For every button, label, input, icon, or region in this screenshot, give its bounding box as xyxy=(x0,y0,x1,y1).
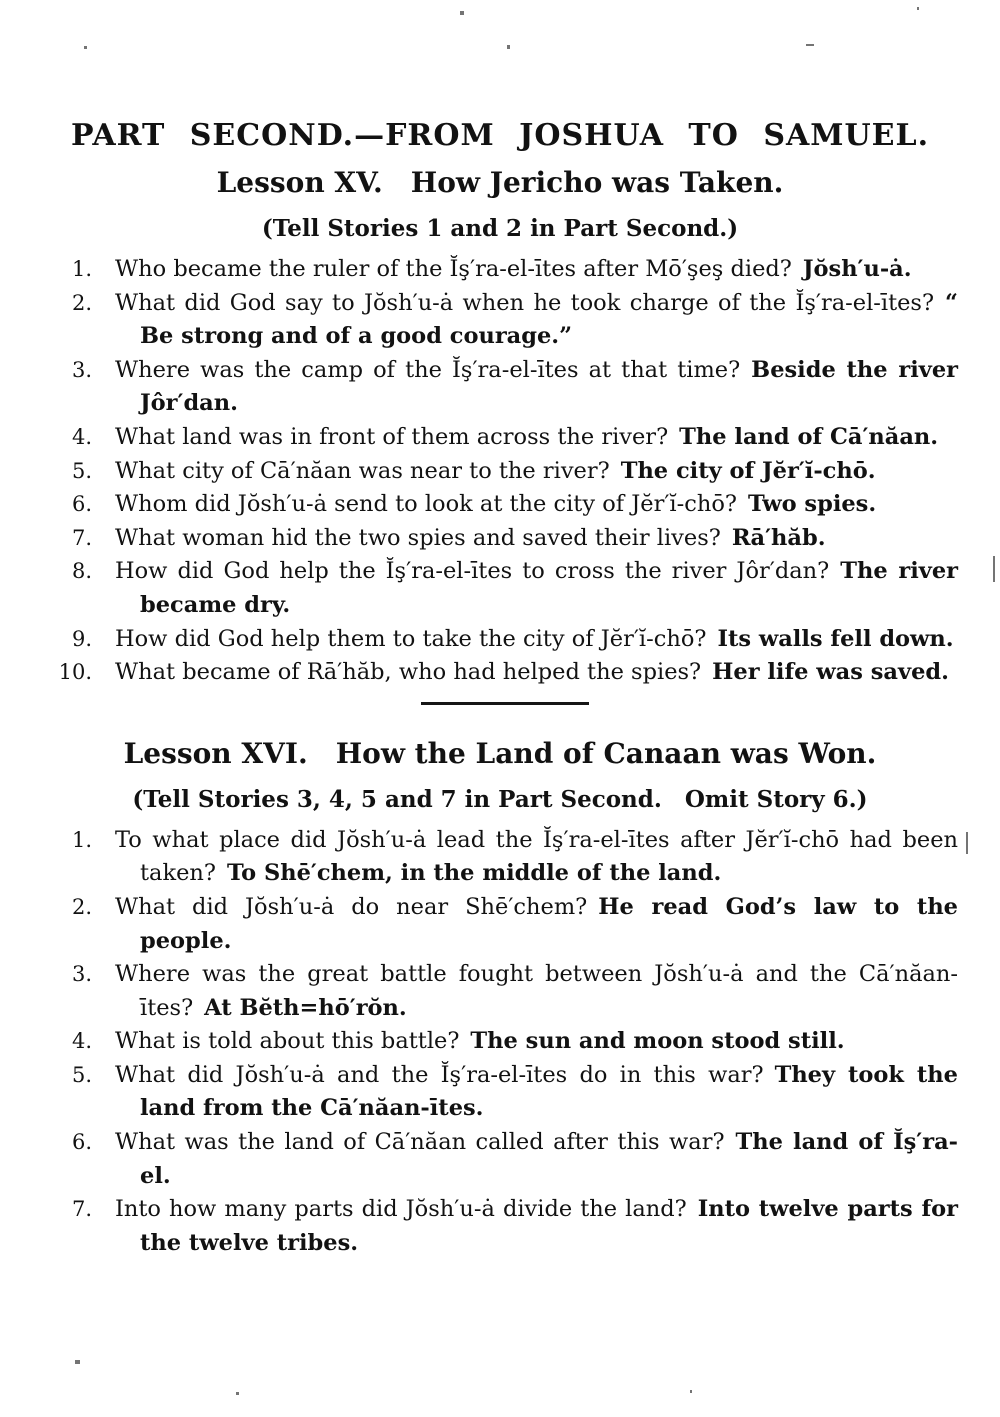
question-text: What city of Cā′năan was near to the river? xyxy=(115,457,610,484)
qa-item xyxy=(52,623,958,657)
qa-item xyxy=(52,958,958,1025)
question-text: What land was in front of them across the river? xyxy=(115,423,669,450)
lesson-xv-heading xyxy=(0,166,1000,200)
question-number: 1. xyxy=(71,257,92,281)
question-number: 3. xyxy=(71,357,92,382)
answer-text: Into twelve parts for the twelve tribes. xyxy=(140,1196,958,1256)
question-number: 2. xyxy=(71,894,92,919)
qa-item xyxy=(52,354,958,421)
qa-item xyxy=(52,488,958,522)
answer-text: The land of Cā′năan. xyxy=(679,423,939,450)
qa-item xyxy=(52,555,958,622)
answer-text: He read God’s law to the people. xyxy=(140,893,958,954)
question-number: 7. xyxy=(71,525,92,550)
scan-speck xyxy=(917,7,919,10)
scan-speck xyxy=(507,45,510,49)
question-text: Whom did Jŏsh′u-ȧ send to look at the city of Jĕr′ĭ-chō? xyxy=(115,491,737,518)
question-number: 6. xyxy=(71,492,92,517)
qa-item xyxy=(52,287,958,354)
scan-speck xyxy=(236,1392,239,1395)
question-number: 6. xyxy=(71,1130,92,1155)
question-text: How did God help the Ĭş′ra-el-ītes to cross the river Jôr′dan? xyxy=(115,558,830,585)
qa-item xyxy=(52,421,958,455)
question-text: Who became the ruler of the Ĭş′ra-el-ītes after Mō′şeş died? xyxy=(115,256,792,282)
lesson-xvi-label: Lesson XVI. xyxy=(123,736,308,770)
lesson-xv-question-list xyxy=(52,253,958,690)
question-text: Into how many parts did Jŏsh′u-ȧ divide the land? xyxy=(115,1196,687,1223)
answer-text: Its walls fell down. xyxy=(717,625,954,652)
question-number: 5. xyxy=(71,458,92,483)
answer-text: Beside the river Jôr′dan. xyxy=(140,356,958,417)
question-number: 4. xyxy=(71,1029,92,1054)
qa-item xyxy=(52,1193,958,1260)
question-text: What was the land of Cā′năan called after this war? xyxy=(115,1129,725,1156)
question-number: 7. xyxy=(71,1197,92,1222)
lesson-xvi-note: (Tell Stories 3, 4, 5 and 7 in Part Second. Omit Story 6.) xyxy=(132,785,868,813)
qa-item xyxy=(52,1059,958,1126)
question-text: What woman hid the two spies and saved their lives? xyxy=(115,524,721,551)
scan-speck xyxy=(460,11,464,15)
question-number: 2. xyxy=(71,290,92,315)
part-title: PART SECOND.—FROM JOSHUA TO SAMUEL. xyxy=(70,118,930,153)
question-number: 1. xyxy=(71,827,92,852)
scan-speck xyxy=(84,46,87,49)
lesson-xv-label: Lesson XV. xyxy=(216,166,383,199)
answer-text: The river became dry. xyxy=(140,558,958,618)
lesson-xv-title: How Jericho was Taken. xyxy=(410,166,784,199)
answer-text: The sun and moon stood still. xyxy=(470,1028,845,1055)
qa-item xyxy=(52,455,958,489)
answer-text: To Shē′chem, in the middle of the land. xyxy=(226,860,722,887)
answer-text: At Bĕth=hō′rŏn. xyxy=(204,994,407,1021)
question-text: To what place did Jŏsh′u-ȧ lead the Ĭş′ra-el-ītes after Jĕr′ĭ-chō had been taken? xyxy=(115,826,958,887)
question-number: 10. xyxy=(58,660,92,685)
answer-text: The land of Ĭş′ra-el. xyxy=(140,1129,959,1189)
lesson-xv-note: (Tell Stories 1 and 2 in Part Second.) xyxy=(261,215,739,242)
question-number: 3. xyxy=(71,962,92,987)
question-text: Where was the camp of the Ĭş′ra-el-ītes at that time? xyxy=(115,356,741,383)
lesson-xvi-heading xyxy=(0,737,1000,771)
question-text: How did God help them to take the city of Jĕr′ĭ-chō? xyxy=(115,625,707,652)
lesson-xvi-title: How the Land of Canaan was Won. xyxy=(335,736,877,770)
answer-text: They took the land from the Cā′năan-ītes. xyxy=(140,1061,958,1122)
question-number: 9. xyxy=(71,626,92,651)
answer-text: Jŏsh′u-ȧ. xyxy=(802,256,912,282)
scan-speck xyxy=(806,44,814,46)
qa-item xyxy=(52,522,958,556)
question-number: 4. xyxy=(71,424,92,449)
qa-item xyxy=(52,1126,958,1193)
question-number: 8. xyxy=(71,559,92,584)
question-text: Where was the great battle fought between Jŏsh′u-ȧ and the Cā′năan-ītes? xyxy=(115,961,958,1021)
scan-speck xyxy=(75,1360,80,1364)
question-number: 5. xyxy=(71,1062,92,1087)
scan-speck xyxy=(690,1390,692,1393)
answer-text: Her life was saved. xyxy=(712,659,949,686)
question-text: What is told about this battle? xyxy=(115,1028,460,1055)
qa-item xyxy=(52,656,958,690)
qa-item xyxy=(52,824,958,891)
answer-text: Rā′hăb. xyxy=(731,524,826,551)
qa-item xyxy=(52,253,958,287)
answer-text: “ Be strong and of a good courage.” xyxy=(140,289,958,350)
question-text: What did Jŏsh′u-ȧ do near Shē′chem? xyxy=(115,893,588,920)
question-text: What did God say to Jŏsh′u-ȧ when he took charge of the Ĭş′ra-el-ītes? xyxy=(115,289,935,316)
scan-speck xyxy=(966,832,968,854)
scan-speck xyxy=(993,556,995,582)
question-text: What did Jŏsh′u-ȧ and the Ĭş′ra-el-ītes do in this war? xyxy=(115,1061,764,1088)
answer-text: Two spies. xyxy=(747,491,877,518)
qa-item xyxy=(52,1025,958,1059)
lesson-xvi-question-list xyxy=(52,824,958,1261)
question-text: What became of Rā′hăb, who had helped the spies? xyxy=(115,659,702,686)
answer-text: The city of Jĕr′ĭ-chō. xyxy=(620,457,876,484)
section-divider-rule xyxy=(421,702,589,705)
qa-item xyxy=(52,891,958,958)
